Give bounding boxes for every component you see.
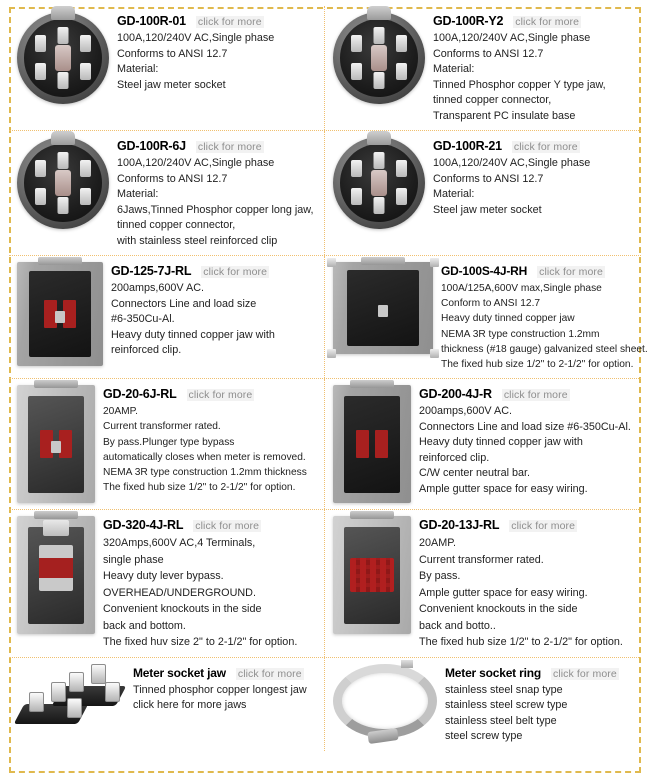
product-description: [419, 404, 635, 497]
product-image-round-meter-socket: [17, 137, 109, 229]
click-for-more-link[interactable]: click for more: [515, 16, 580, 28]
click-for-more-link[interactable]: click for more: [197, 141, 262, 153]
product-info: [109, 12, 318, 93]
product-description-line: OVERHEAD/UNDERGROUND.: [103, 586, 256, 599]
product-description-line: Steel jaw meter socket: [117, 78, 226, 91]
click-for-more-link[interactable]: click for more: [188, 389, 253, 402]
product-title-row: [111, 264, 318, 278]
product-description-line: tinned copper connector,: [117, 219, 236, 231]
product-title-row: [433, 139, 635, 153]
product-thumbnail[interactable]: [17, 12, 109, 104]
product-description: [441, 281, 648, 372]
product-description-line: 200amps,600V AC.: [111, 282, 205, 294]
product-description-line: stainless steel screw type: [445, 699, 568, 712]
product-description-line: Ample gutter space for easy wiring.: [419, 482, 588, 495]
product-row: [9, 131, 641, 256]
product-description-line: 100A,120/240V AC,Single phase: [117, 32, 275, 44]
product-description-line: 100A,120/240V AC,Single phase: [433, 32, 591, 44]
product-image-meter-socket-ring: [333, 664, 437, 738]
product-description-line: tinned copper connector,: [433, 94, 552, 106]
product-description-line: By pass.Plunger type bypass: [103, 436, 235, 448]
product-thumbnail[interactable]: [333, 137, 425, 229]
product-title: GD-20-13J-RL: [419, 518, 500, 533]
product-image-enclosure-wide: [333, 262, 433, 354]
product-description-line: Transparent PC insulate base: [433, 109, 576, 122]
product-description-line: Ample gutter space for easy wiring.: [419, 586, 588, 599]
product-title: GD-125-7J-RL: [111, 264, 192, 278]
product-description-line: By pass.: [419, 570, 461, 583]
product-description-line: Heavy duty tinned copper jaw with: [111, 328, 275, 341]
product-description-line: Material:: [433, 63, 475, 75]
product-image-enclosure-lever-bypass: [17, 516, 95, 634]
product-description-line: back and botto..: [419, 619, 496, 632]
product-cell[interactable]: [325, 379, 641, 509]
product-description-line: single phase: [103, 553, 164, 566]
product-row: [9, 379, 641, 510]
product-title: Meter socket jaw: [133, 665, 226, 680]
product-info: [95, 385, 318, 495]
product-thumbnail[interactable]: [333, 516, 411, 634]
product-thumbnail[interactable]: [17, 516, 95, 634]
product-description-line: 20AMP.: [103, 406, 138, 418]
product-description: [433, 31, 635, 124]
product-image-round-meter-socket: [333, 137, 425, 229]
click-for-more-link[interactable]: click for more: [511, 520, 576, 533]
product-description-line: Conforms to ANSI 12.7: [433, 172, 544, 185]
product-cell[interactable]: [325, 131, 641, 255]
product-description-line: Tinned Phosphor copper Y type jaw,: [433, 78, 606, 91]
product-cell[interactable]: [9, 510, 325, 657]
product-title: GD-100S-4J-RH: [441, 264, 528, 278]
product-title: GD-20-6J-RL: [103, 387, 177, 402]
product-description-line: Material:: [433, 188, 475, 200]
product-description-line: reinforced clip.: [111, 344, 182, 356]
click-for-more-link[interactable]: click for more: [237, 667, 302, 680]
product-image-round-meter-socket: [333, 12, 425, 104]
product-description-line: with stainless steel reinforced clip: [117, 234, 278, 247]
product-description-line: Material:: [117, 63, 159, 75]
product-image-meter-socket-jaw: [17, 664, 125, 740]
product-description: [419, 535, 635, 651]
product-description-line: Material:: [117, 188, 159, 200]
product-row: [9, 658, 641, 751]
product-description-line: Conforms to ANSI 12.7: [117, 47, 228, 60]
product-description-line: steel screw type: [445, 730, 523, 743]
product-grid: [9, 6, 648, 751]
product-description-line: 320Amps,600V AC,4 Terminals,: [103, 537, 256, 550]
product-title: Meter socket ring: [445, 665, 541, 680]
product-cell[interactable]: [325, 6, 641, 130]
click-for-more-link[interactable]: click for more: [203, 266, 268, 278]
product-description-line: Conforms to ANSI 12.7: [433, 47, 544, 60]
product-thumbnail[interactable]: [17, 664, 125, 740]
click-for-more-link[interactable]: click for more: [503, 389, 568, 402]
product-cell[interactable]: [325, 256, 648, 378]
product-cell[interactable]: [325, 510, 641, 657]
product-description-line: back and bottom.: [103, 619, 186, 632]
product-info: [109, 137, 318, 249]
product-title-row: [441, 264, 635, 278]
product-info: [103, 262, 318, 359]
product-cell[interactable]: [9, 131, 325, 255]
product-description-line: 6Jaws,Tinned Phosphor copper long jaw,: [117, 203, 314, 216]
product-info: [425, 137, 635, 218]
product-description-line: Conforms to ANSI 12.7: [117, 172, 228, 185]
product-title-row: [419, 387, 635, 401]
product-info: [95, 516, 318, 651]
product-title: GD-100R-21: [433, 139, 502, 153]
product-description: [433, 156, 635, 218]
product-title: GD-200-4J-R: [419, 387, 492, 402]
product-description-line: 100A,120/240V AC,Single phase: [433, 157, 591, 169]
product-description-line: Heavy duty tinned copper jaw: [441, 313, 575, 325]
product-title-row: [103, 387, 318, 401]
product-title: GD-100R-Y2: [433, 14, 504, 28]
product-thumbnail[interactable]: [17, 385, 95, 503]
product-title-row: [445, 666, 635, 680]
product-info: [433, 262, 648, 372]
product-description: [103, 404, 318, 495]
product-description-line: reinforced clip.: [419, 451, 490, 464]
product-description-line: Steel jaw meter socket: [433, 203, 542, 216]
product-row: [9, 510, 641, 658]
product-cell[interactable]: [9, 658, 325, 751]
product-info: [411, 516, 635, 651]
product-description-line: thickness (#18 gauge) galvanized steel sheet.: [441, 343, 648, 355]
product-info: [411, 385, 635, 497]
product-description-line: Heavy duty lever bypass.: [103, 570, 224, 583]
click-for-more-link[interactable]: click for more: [195, 520, 260, 533]
product-description: [111, 281, 318, 359]
product-description-line: Connectors Line and load size: [111, 297, 257, 310]
product-description-line: 200amps,600V AC.: [419, 405, 513, 418]
product-description-line: #6-350Cu-Al.: [111, 313, 175, 325]
product-description-line: C/W center neutral bar.: [419, 467, 531, 480]
product-description: [117, 156, 318, 249]
product-title-row: [419, 518, 635, 532]
product-description-line: 100A,120/240V AC,Single phase: [117, 157, 275, 169]
product-description-line: stainless steel snap type: [445, 683, 563, 696]
product-description-line: Conform to ANSI 12.7: [441, 298, 541, 310]
product-description: [133, 683, 318, 714]
product-description-line: Connectors Line and load size #6-350Cu-Al.: [419, 420, 631, 433]
product-cell[interactable]: [9, 379, 325, 509]
product-description-line: Current transformer rated.: [419, 553, 544, 566]
product-description-line: The fixed huv size 2" to 2-1/2" for option.: [103, 636, 298, 649]
product-cell[interactable]: [9, 256, 325, 378]
product-description-line: 100A/125A,600V max,Single phase: [441, 283, 602, 294]
product-title-row: [103, 518, 318, 532]
click-for-more-link[interactable]: click for more: [552, 667, 617, 680]
product-image-enclosure-xjaw: [333, 385, 411, 503]
product-thumbnail[interactable]: [333, 262, 433, 354]
product-image-round-meter-socket: [17, 12, 109, 104]
product-cell[interactable]: [325, 658, 641, 751]
product-title: GD-320-4J-RL: [103, 518, 184, 533]
product-info: [437, 664, 635, 745]
product-description: [117, 31, 318, 93]
product-title-row: [133, 666, 318, 680]
product-thumbnail[interactable]: [17, 137, 109, 229]
product-image-enclosure-ct-rated: [333, 516, 411, 634]
product-thumbnail[interactable]: [17, 262, 103, 366]
product-description-line: The fixed hub size 1/2" to 2-1/2" for option.: [103, 482, 296, 494]
product-description-line: The fixed hub size 1/2" to 2-1/2" for option.: [419, 636, 623, 649]
product-title: GD-100R-6J: [117, 139, 186, 153]
product-description-line: The fixed hub size 1/2" to 2-1/2" for option.: [441, 359, 634, 371]
product-title-row: [117, 14, 318, 28]
product-description: [103, 535, 318, 651]
product-description-line: NEMA 3R type construction 1.2mm thickness: [103, 467, 307, 479]
product-info: [425, 12, 635, 124]
product-description-line: Convenient knockouts in the side: [419, 603, 578, 616]
click-for-more-link[interactable]: click for more: [513, 141, 578, 153]
product-title-row: [433, 14, 635, 28]
product-cell[interactable]: [9, 6, 325, 130]
product-description-line: Current transformer rated.: [103, 421, 221, 433]
product-thumbnail[interactable]: [333, 12, 425, 104]
product-info: [125, 664, 318, 714]
product-image-enclosure-dark: [17, 262, 103, 366]
product-image-enclosure-bypass: [17, 385, 95, 503]
product-description-line: click here for more jaws: [133, 699, 247, 712]
product-thumbnail[interactable]: [333, 664, 437, 738]
product-title: GD-100R-01: [117, 14, 186, 28]
product-description-line: Convenient knockouts in the side: [103, 603, 262, 616]
product-description-line: Tinned phosphor copper longest jaw: [133, 683, 307, 696]
product-description-line: stainless steel belt type: [445, 714, 557, 727]
product-description-line: 20AMP.: [419, 537, 457, 550]
product-description-line: Heavy duty tinned copper jaw with: [419, 436, 583, 449]
product-description: [445, 683, 635, 745]
product-description-line: automatically closes when meter is removed.: [103, 451, 306, 463]
click-for-more-link[interactable]: click for more: [539, 266, 603, 278]
product-row: [9, 256, 648, 379]
product-row: [9, 6, 641, 131]
click-for-more-link[interactable]: click for more: [197, 16, 262, 28]
product-thumbnail[interactable]: [333, 385, 411, 503]
product-title-row: [117, 139, 318, 153]
product-description-line: NEMA 3R type construction 1.2mm: [441, 328, 600, 340]
